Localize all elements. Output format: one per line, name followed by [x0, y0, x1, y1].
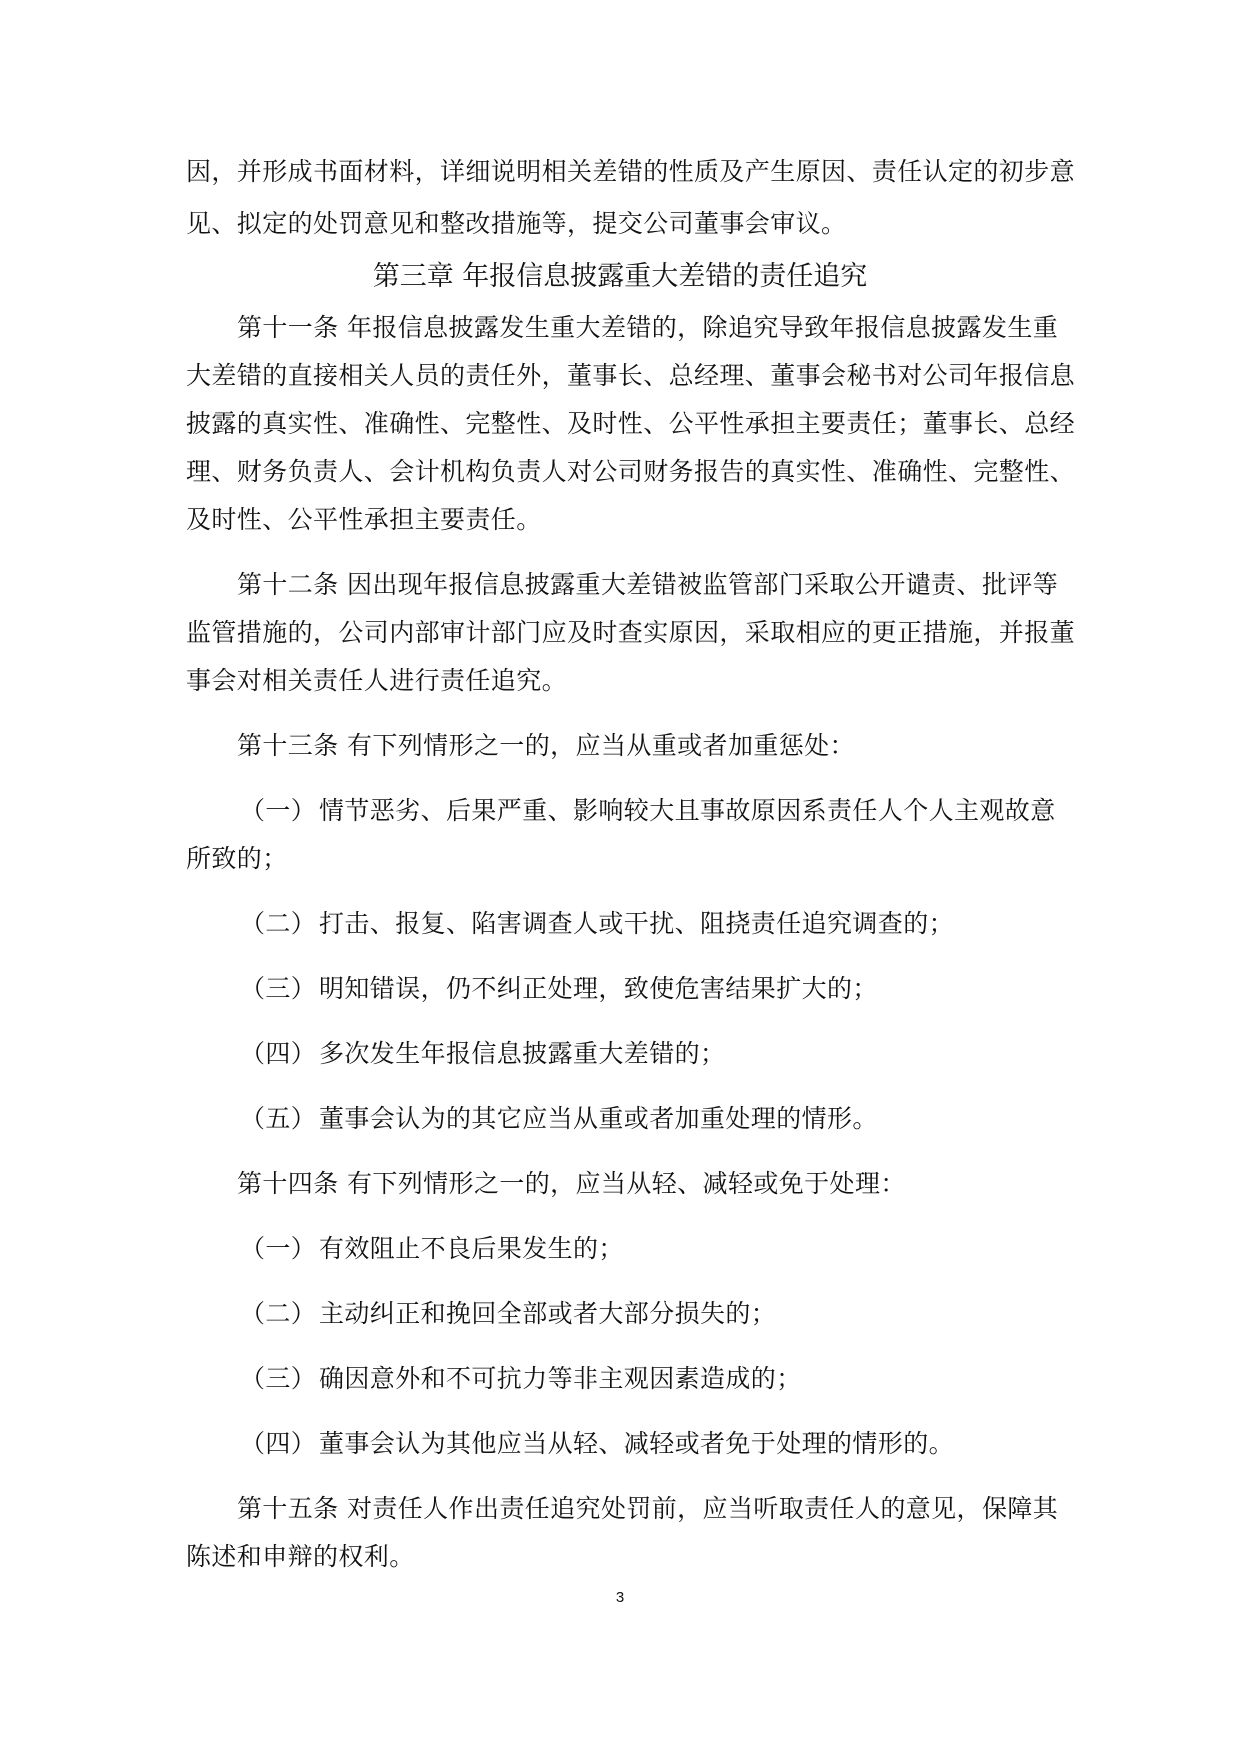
- item-label: （四）: [240, 1039, 317, 1068]
- article-13-item: [240, 1102, 878, 1136]
- item-text: 董事会认为的其它应当从重或者加重处理的情形。: [319, 1104, 878, 1133]
- item-label: （三）: [240, 1364, 317, 1393]
- article-14-item: [240, 1297, 776, 1331]
- article-13-item: [240, 907, 954, 941]
- article-12-line: 事会对相关责任人进行责任追究。: [186, 666, 568, 695]
- item-label: （一）: [240, 796, 317, 825]
- article-12-line: 监管措施的，公司内部审计部门应及时查实原因，采取相应的更正措施，并报董: [186, 618, 1076, 647]
- body-line: 因，并形成书面材料，详细说明相关差错的性质及产生原因、责任认定的初步意: [186, 157, 1076, 186]
- article-14-item: [240, 1232, 624, 1266]
- item-text: 主动纠正和挽回全部或者大部分损失的；: [319, 1299, 777, 1328]
- article-15-line: 陈述和申辩的权利。: [186, 1542, 415, 1571]
- article-15-line: 第十五条 对责任人作出责任追究处罚前，应当听取责任人的意见，保障其: [237, 1494, 1059, 1523]
- item-label: （三）: [240, 974, 317, 1003]
- article-13-item: [240, 1037, 725, 1071]
- item-label: （一）: [240, 1234, 317, 1263]
- article-14-item: [240, 1427, 954, 1461]
- article-11-line: 理、财务负责人、会计机构负责人对公司财务报告的真实性、准确性、完整性、: [186, 457, 1076, 486]
- article-13-intro: 第十三条 有下列情形之一的，应当从重或者加重惩处：: [237, 731, 855, 760]
- article-11-line: 大差错的直接相关人员的责任外，董事长、总经理、董事会秘书对公司年报信息: [186, 361, 1076, 390]
- article-13-item-continuation: 所致的；: [186, 844, 288, 873]
- chapter-title: 第三章 年报信息披露重大差错的责任追究: [372, 261, 868, 292]
- article-11-line: 披露的真实性、准确性、完整性、及时性、公平性承担主要责任；董事长、总经: [186, 409, 1076, 438]
- article-12-line: 第十二条 因出现年报信息披露重大差错被监管部门采取公开谴责、批评等: [237, 570, 1059, 599]
- item-text: 明知错误，仍不纠正处理，致使危害结果扩大的；: [319, 974, 878, 1003]
- article-14-intro: 第十四条 有下列情形之一的，应当从轻、减轻或免于处理：: [237, 1169, 906, 1198]
- item-label: （四）: [240, 1429, 317, 1458]
- article-11-line: 及时性、公平性承担主要责任。: [186, 505, 542, 534]
- item-text: 董事会认为其他应当从轻、减轻或者免于处理的情形的。: [319, 1429, 955, 1458]
- article-11-line: 第十一条 年报信息披露发生重大差错的，除追究导致年报信息披露发生重: [237, 313, 1059, 342]
- item-label: （二）: [240, 1299, 317, 1328]
- item-text: 打击、报复、陷害调查人或干扰、阻挠责任追究调查的；: [319, 909, 955, 938]
- item-text: 有效阻止不良后果发生的；: [319, 1234, 624, 1263]
- item-text: 多次发生年报信息披露重大差错的；: [319, 1039, 726, 1068]
- page-number: 3: [615, 1589, 625, 1606]
- item-text: 情节恶劣、后果严重、影响较大且事故原因系责任人个人主观故意: [319, 796, 1056, 825]
- item-text: 确因意外和不可抗力等非主观因素造成的；: [319, 1364, 802, 1393]
- article-14-item: [240, 1362, 802, 1396]
- item-label: （二）: [240, 909, 317, 938]
- article-13-item: [240, 972, 878, 1006]
- item-label: （五）: [240, 1104, 317, 1133]
- body-line: 见、拟定的处罚意见和整改措施等，提交公司董事会审议。: [186, 209, 847, 238]
- article-13-item: [240, 794, 1056, 828]
